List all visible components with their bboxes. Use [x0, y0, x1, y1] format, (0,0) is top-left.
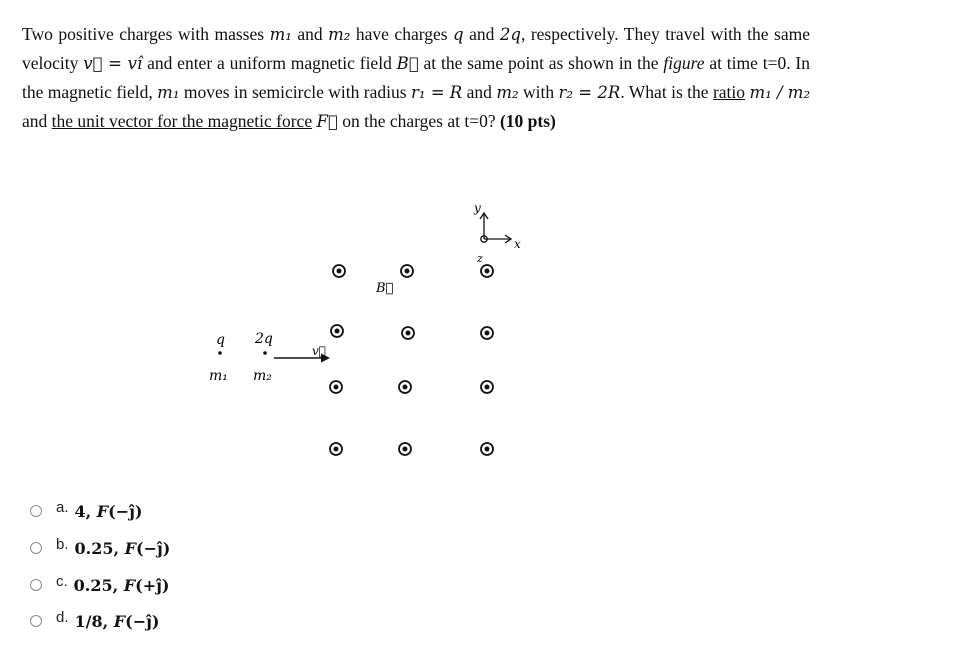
radio-option-b[interactable] [30, 542, 42, 554]
option-a[interactable] [30, 498, 143, 524]
field-dot [401, 265, 413, 277]
charge-2q-symbol: 2q [499, 25, 521, 44]
option-c[interactable] [30, 572, 170, 598]
option-direction: (−ĵ) [136, 538, 171, 558]
question-text-part: moves in semicircle with radius [183, 82, 407, 102]
field-dot [402, 327, 414, 339]
ratio-word: ratio [712, 82, 746, 102]
field-label: B⃗ [376, 281, 394, 296]
question-text-part: at the same point as shown in the [423, 53, 659, 73]
y-axis-label: y [474, 201, 481, 215]
option-value: 0.25, [73, 575, 119, 595]
mass-1-label: m₁ [209, 368, 228, 384]
question-text-part: and [469, 24, 495, 44]
radius-1-expression: r₁ = R [410, 83, 463, 102]
unit-vector-phrase: the unit vector for the magnetic force [51, 111, 313, 131]
option-letter: b. [56, 535, 69, 553]
force-symbol: F⃗ [316, 112, 338, 131]
option-answer [74, 576, 170, 595]
charge-symbol: q [453, 25, 464, 44]
radio-option-d[interactable] [30, 615, 42, 627]
field-dots [330, 265, 493, 455]
mass-2-label: m₂ [253, 368, 272, 384]
field-dot [481, 443, 493, 455]
option-answer [75, 612, 160, 631]
question-text-part: Two positive charges with masses [22, 24, 265, 44]
axes-icon [480, 213, 511, 243]
field-dot [481, 381, 493, 393]
option-letter: d. [56, 608, 69, 626]
option-b[interactable] [30, 535, 170, 561]
charge-2q-dot [263, 351, 267, 355]
magnetic-field-symbol: B⃗ [396, 54, 419, 73]
option-answer [75, 502, 143, 521]
option-force: F [124, 538, 136, 558]
question-text-part: . What is the [620, 82, 709, 102]
z-axis-label: z [477, 252, 483, 265]
field-dot [330, 381, 342, 393]
ratio-expression: m₁ / m₂ [749, 83, 811, 102]
question-text-part: at time t=0. In the magnetic field, [22, 53, 810, 102]
option-value: 4, [74, 501, 92, 521]
mass-1-symbol: m₁ [269, 25, 292, 44]
charge-q-dot [218, 351, 222, 355]
velocity-label: v⃗ [312, 344, 326, 358]
field-dot [333, 265, 345, 277]
velocity-expression: v⃗ = vî [83, 54, 143, 73]
question-text-part: and [22, 111, 48, 131]
field-dot [399, 443, 411, 455]
question-text-part: and [466, 82, 492, 102]
field-dot [399, 381, 411, 393]
option-answer [75, 539, 171, 558]
mass-1-symbol: m₁ [157, 83, 180, 102]
question-text-part: on the charges at t=0? [342, 111, 496, 131]
option-force: F [96, 501, 109, 521]
field-dot [330, 443, 342, 455]
option-value: 0.25, [74, 538, 120, 558]
radio-option-a[interactable] [30, 505, 42, 517]
figure-word: figure [663, 53, 705, 73]
points-label: (10 pts) [499, 111, 556, 131]
option-d[interactable] [30, 608, 159, 634]
field-dot [331, 325, 343, 337]
option-force: F [113, 611, 126, 631]
mass-2-symbol: m₂ [496, 83, 519, 102]
question-text-part: have charges [355, 24, 448, 44]
option-force: F [123, 575, 136, 595]
question-text-part: , respectively. They travel with the same velocity [22, 24, 811, 73]
charge-q-label: q [216, 332, 225, 348]
question-text-part: and [297, 24, 323, 44]
charge-2q-label: 2q [255, 331, 273, 347]
option-letter: a. [56, 498, 69, 516]
question-text-part: and enter a uniform magnetic field [147, 53, 392, 73]
option-direction: (−ĵ) [108, 501, 143, 521]
question-text-part: with [523, 82, 555, 102]
radio-option-c[interactable] [30, 579, 42, 591]
field-dot [481, 327, 493, 339]
option-letter: c. [56, 572, 68, 590]
option-value: 1/8, [74, 611, 109, 631]
option-direction: (−ĵ) [125, 611, 160, 631]
field-dot [481, 265, 493, 277]
x-axis-label: x [514, 237, 521, 251]
option-direction: (+ĵ) [135, 575, 170, 595]
radius-2-expression: r₂ = 2R [558, 83, 621, 102]
mass-2-symbol: m₂ [328, 25, 351, 44]
